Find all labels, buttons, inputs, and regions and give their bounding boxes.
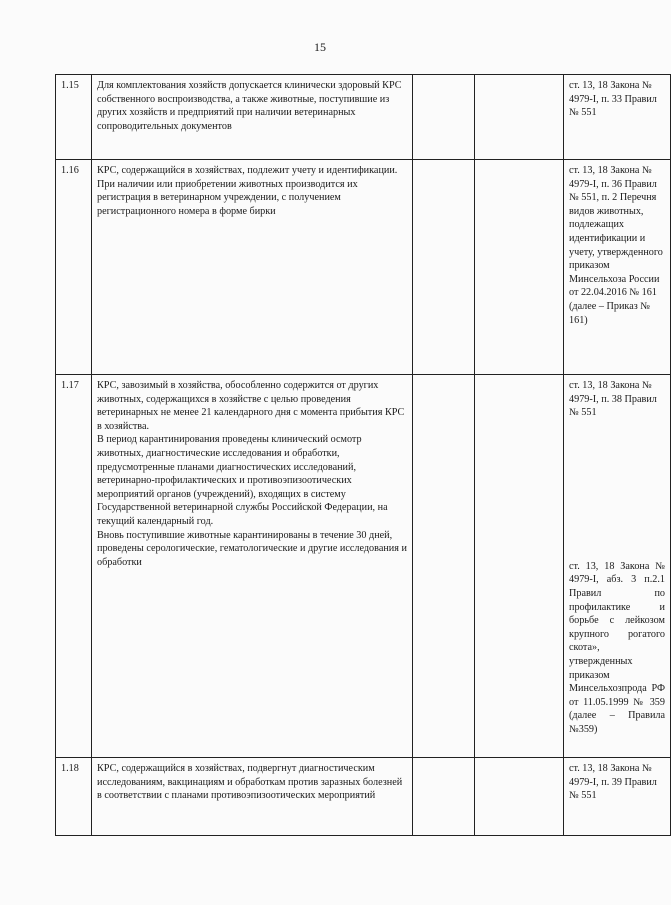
spacer <box>569 420 665 560</box>
requirement-text <box>92 160 413 375</box>
legal-reference-text: ст. 13, 18 Закона № 4979-I, п. 39 Правил № 551 <box>569 763 657 802</box>
page-number: 15 <box>314 40 326 54</box>
requirement-text <box>92 375 413 758</box>
requirement-text <box>92 758 413 836</box>
empty-cell <box>475 160 564 375</box>
legal-reference-text: ст. 13, 18 Закона № 4979-I, п. 38 Правил № 551 <box>569 380 657 419</box>
empty-cell <box>413 758 475 836</box>
requirement-text-content: КРС, завозимый в хозяйства, обособленно содержится от других животных, содержащихся в хозяйстве с целью проведения ветеринарных не менее 21 календарного дня с момента прибытия КРС в хозяйства. В период карантинирования проведены клинический осмотр животных, диагностические исследования и обработки, предусмотренные планами диагностических исследований, ветеринарно-профилактических и противоэпизоотических мероприятий органов (учреждений), входящих в систему Государственной ветеринарной службы Российской Федерации, на текущий календарный год. Вновь поступившие животные карантинированы в течение 30 дней, проведены серологические, гематологические и другие исследования и обработки <box>97 380 407 568</box>
requirement-text-content: КРС, содержащийся в хозяйствах, подлежит учету и идентификации. При наличии или приобретении животных производится их регистрация в ветеринарном учреждении, с получением регистрационного номера в форме бирки <box>97 165 398 217</box>
legal-reference <box>564 375 671 758</box>
requirement-text <box>92 75 413 160</box>
legal-reference-text: ст. 13, 18 Закона № 4979-I, абз. 3 п.2.1 Правил по профилактике и борьбе с лейкозом крупного рогатого скота», утвержденных приказом Минсельхозпрода РФ от 11.05.1999 № 359 (далее – Правила №359) <box>569 560 665 735</box>
requirements-table <box>55 74 671 836</box>
table-row <box>56 75 671 160</box>
requirement-text-content: КРС, содержащийся в хозяйствах, подвергнут диагностическим исследованиям, вакцинациям и обработкам против заразных болезней в соответствии с планами противоэпизоотических мероприятий <box>97 763 403 802</box>
table-row <box>56 758 671 836</box>
empty-cell <box>475 375 564 758</box>
legal-reference <box>564 160 671 375</box>
empty-cell <box>475 75 564 160</box>
empty-cell <box>413 160 475 375</box>
requirement-text-content: Для комплектования хозяйств допускается клинически здоровый КРС собственного воспроизводства, а также животные, поступившие из других хозяйств и предприятий при наличии ветеринарных сопроводительных документов <box>97 80 402 132</box>
row-number: 1.15 <box>56 75 92 160</box>
table-row <box>56 160 671 375</box>
empty-cell <box>413 375 475 758</box>
legal-reference <box>564 75 671 160</box>
row-number: 1.17 <box>56 375 92 758</box>
legal-reference <box>564 758 671 836</box>
row-number: 1.18 <box>56 758 92 836</box>
row-number: 1.16 <box>56 160 92 375</box>
table-row <box>56 375 671 758</box>
legal-reference-text: ст. 13, 18 Закона № 4979-I, п. 36 Правил № 551, п. 2 Перечня видов животных, подлежащих идентификации и учету, утвержденного приказом Минсельхоза России от 22.04.2016 № 161 (далее – Приказ № 161) <box>569 165 663 326</box>
empty-cell <box>413 75 475 160</box>
legal-reference-text: ст. 13, 18 Закона № 4979-I, п. 33 Правил № 551 <box>569 80 657 119</box>
empty-cell <box>475 758 564 836</box>
